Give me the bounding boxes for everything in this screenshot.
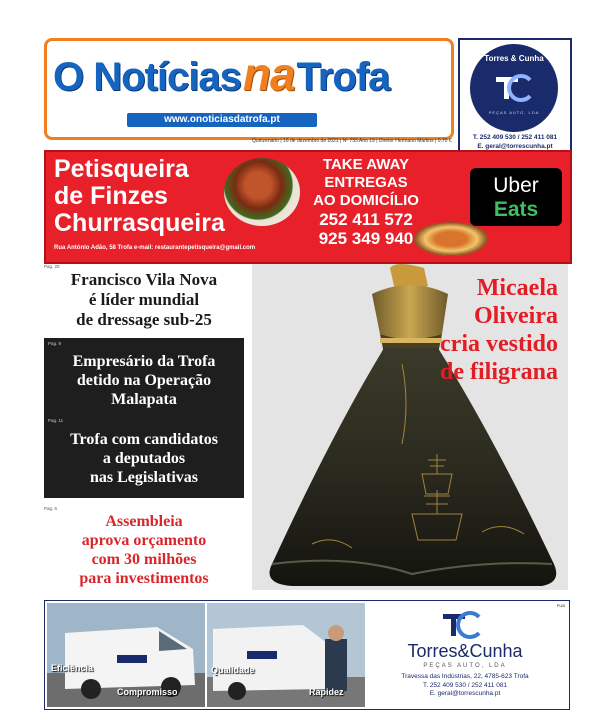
article-1-line: é líder mundial <box>88 290 200 309</box>
torres-cunha-contact <box>460 133 570 151</box>
article-1-line: Francisco Vila Nova <box>70 270 218 289</box>
van-photo-left <box>47 603 205 707</box>
article-4-page: Pag. 6 <box>44 506 58 511</box>
pizza-image <box>414 222 488 256</box>
torres-cunha-address: Travessa das Indústrias, 22, 4785-623 Trofa <box>401 673 529 680</box>
tc-logo-icon <box>494 74 534 102</box>
masthead-title-part3: Trofa <box>296 55 390 99</box>
issue-meta: Quinzenário | 16 de dezembro de 2021 | Nº 755 Ano 19 | Diretor Hermano Martins | 0,70 € <box>252 138 452 144</box>
torres-cunha-ad-bottom[interactable] <box>44 600 570 710</box>
feature-caption-line: cria vestido <box>440 331 558 357</box>
article-3-headline[interactable] <box>44 430 244 487</box>
service-take-away: TAKE AWAY <box>322 156 410 173</box>
restaurant-name <box>54 156 225 237</box>
article-2-line: detido na Operação <box>76 372 212 389</box>
tag-eficiencia: Eficiência <box>51 663 94 673</box>
article-1-page: Pag. 20 <box>44 264 60 269</box>
service-domicilio: AO DOMICÍLIO <box>313 192 419 209</box>
restaurant-name-line2: de Finzes <box>54 182 168 210</box>
masthead <box>44 38 454 140</box>
uber-eats-logo <box>470 168 562 226</box>
masthead-title-na: na <box>242 48 295 100</box>
torres-cunha-subtitle: PEÇAS AUTO, LDA <box>423 663 507 669</box>
article-4-headline[interactable] <box>44 512 244 588</box>
article-2-line: Empresário da Trofa <box>72 353 216 370</box>
article-4-line: Assembleia <box>105 513 183 530</box>
masthead-title <box>53 47 389 101</box>
masthead-title-part1: O Notícias <box>53 55 241 99</box>
torres-cunha-ad-top[interactable] <box>458 38 572 156</box>
article-1-line: de dressage sub-25 <box>76 310 212 329</box>
feature-caption-line: de filigrana <box>440 359 558 385</box>
article-2-line: Malapata <box>111 391 177 408</box>
restaurant-name-line1: Petisqueira <box>54 155 189 183</box>
article-3-page: Pag. 11 <box>48 418 64 423</box>
van-photo-right <box>207 603 365 707</box>
torres-cunha-badge-subtitle: PEÇAS AUTO, LDA <box>488 110 540 115</box>
torres-cunha-info <box>363 603 567 707</box>
uber-eats-logo-eats: Eats <box>493 198 539 221</box>
torres-cunha-email: E. geral@torrescunha.pt <box>477 143 553 150</box>
article-4-line: aprova orçamento <box>81 532 207 549</box>
article-3-line: Trofa com candidatos <box>70 431 218 448</box>
service-entregas: ENTREGAS <box>324 174 408 191</box>
tag-compromisso: Compromisso <box>117 687 178 697</box>
uber-eats-logo-uber: Uber <box>493 174 539 197</box>
torres-cunha-phone: T. 252 409 530 / 252 411 081 <box>472 134 558 141</box>
article-4-line: com 30 milhões <box>91 551 197 568</box>
article-3-line: a deputados <box>102 450 186 467</box>
feature-caption <box>398 274 558 386</box>
restaurant-name-line3: Churrasqueira <box>54 209 225 237</box>
torres-cunha-email: E. geral@torrescunha.pt <box>429 690 501 697</box>
feature-caption-line: Micaela <box>476 275 558 301</box>
torres-cunha-badge-brand: Torres & Cunha <box>484 54 544 63</box>
restaurant-address: Rua António Adão, 58 Trofa e-mail: restaurantepetisqueira@gmail.com <box>54 245 256 251</box>
tag-qualidade: Qualidade <box>211 665 255 675</box>
restaurant-phone-1: 252 411 572 <box>319 210 413 229</box>
torres-cunha-brand: Torres&Cunha <box>407 641 523 661</box>
article-2-page: Pag. 9 <box>48 341 62 346</box>
article-4-line: para investimentos <box>79 570 209 587</box>
torres-cunha-contact-block <box>363 673 567 699</box>
feature-photo[interactable] <box>252 264 568 590</box>
food-plate-image <box>224 158 300 226</box>
feature-caption-line: Oliveira <box>474 303 558 329</box>
article-3-line: nas Legislativas <box>89 469 198 486</box>
dark-news-box <box>44 338 244 498</box>
tag-rapidez: Rapidez <box>309 687 344 697</box>
masthead-url[interactable]: www.onoticiasdatrofa.pt <box>127 113 317 127</box>
article-2-headline[interactable] <box>44 352 244 409</box>
article-1-headline[interactable] <box>44 270 244 330</box>
restaurant-ad[interactable] <box>44 150 572 264</box>
tc-logo-icon <box>441 611 485 639</box>
torres-cunha-phone: T. 252 409 530 / 252 411 081 <box>422 681 508 689</box>
restaurant-phone-2: 925 349 940 <box>318 229 414 248</box>
pub-label: PUB <box>556 603 565 608</box>
torres-cunha-badge <box>470 44 558 132</box>
